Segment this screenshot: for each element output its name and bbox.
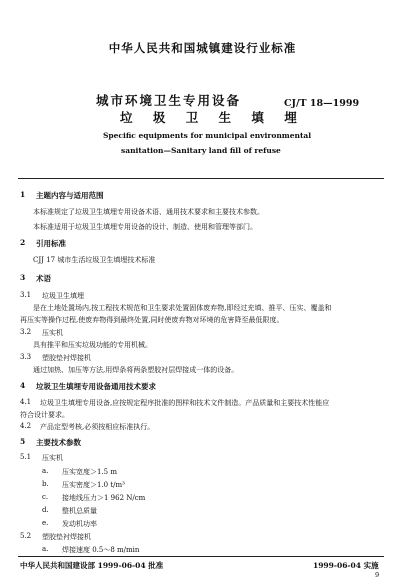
page-number: 9 [375,571,380,579]
clause-3-1-title: 垃圾卫生填埋 [42,292,84,300]
footer-divider [18,556,384,557]
section-2-title: 引用标准 [36,239,66,248]
english-title-line-2: sanitation—Sanitary land fill of refuse [121,146,281,155]
list-item-text: 压实密度＞1.0 t/m³ [62,481,125,489]
section-5-title: 主要技术参数 [36,438,81,447]
clause-5-1-number: 5.1 [20,453,32,461]
effective-date: 1999-06-04 实施 [313,561,379,570]
clause-3-3-title: 塑胶垫衬焊接机 [42,354,91,362]
publisher-header: 中华人民共和国城镇建设行业标准 [108,41,297,55]
clause-5-2-title: 塑胶垫衬焊接机 [42,533,91,541]
section-4-number: 4 [20,381,26,390]
clause-3-1-text-line-1: 是在土地处置场内,按工程技术规范和卫生要求处置固体废弃物,即经过充填、推平、压实、覆盖和 [33,304,332,312]
section-2-number: 2 [20,238,26,247]
clause-3-2-text: 具有推平和压实垃圾功能的专用机械。 [33,341,152,349]
clause-4-1-text-line-2: 符合设计要求。 [20,411,69,419]
english-title-line-1: Specific equipments for municipal environmental [103,131,312,140]
section-5-number: 5 [20,437,26,446]
clause-3-1-text-line-2: 再压实等操作过程,使废弃物得到最终处置,同时使废弃物对环境的危害降至最低限度。 [20,316,284,324]
list-item-text: 整机总质量 [62,507,97,515]
title-line-1: 城市环境卫生专用设备 [96,93,242,108]
list-item-text: 焊接速度 0.5～8 m/min [62,546,140,554]
section-1-title: 主题内容与适用范围 [36,191,104,200]
section-1-paragraph-2: 本标准适用于垃圾卫生填埋专用设备的设计、制造、使用和管理等部门。 [33,223,257,231]
section-1-paragraph-1: 本标准规定了垃圾卫生填埋专用设备术语、通用技术要求和主要技术参数。 [33,208,264,216]
clause-3-3-text: 通过加热、加压等方法,用焊条将两条塑胶衬层焊接成一体的设备。 [33,366,239,374]
list-item-label: a. [42,545,49,553]
list-item-text: 接地线压力＞1 962 N/cm [62,494,146,502]
clause-3-3-number: 3.3 [20,353,32,361]
clause-5-1-title: 压实机 [42,454,63,462]
list-item-label: e. [42,519,49,527]
section-2-reference: CJJ 17 城市生活垃圾卫生填埋技术标准 [33,256,156,264]
standard-code: CJ/T 18—1999 [284,98,360,109]
section-1-number: 1 [20,190,26,199]
title-line-2: 垃 圾 卫 生 填 埋 [120,110,305,125]
list-item-label: c. [42,493,49,501]
clause-5-2-number: 5.2 [20,532,32,540]
clause-4-2-number: 4.2 [20,422,32,430]
clause-4-1-text-line-1: 垃圾卫生填埋专用设备,应按规定程序批准的图样和技术文件制造。产品质量和主要技术性能应 [40,399,330,407]
list-item-text: 发动机功率 [62,520,97,528]
header-divider [18,178,384,179]
section-3-number: 3 [20,273,26,282]
clause-3-1-number: 3.1 [20,291,32,299]
clause-4-1-number: 4.1 [20,398,32,406]
list-item-label: d. [42,506,49,514]
list-item-label: a. [42,467,49,475]
list-item-text: 压实宽度＞1.5 m [62,468,117,476]
approval-statement: 中华人民共和国建设部 1999-06-04 批准 [20,561,164,570]
clause-3-2-number: 3.2 [20,328,32,336]
clause-3-2-title: 压实机 [42,329,63,337]
list-item-label: b. [42,480,49,488]
section-3-title: 术语 [36,274,51,283]
clause-4-2-text: 产品定型考核,必须按相应标准执行。 [40,423,155,431]
section-4-title: 垃圾卫生填埋专用设备通用技术要求 [36,382,156,391]
